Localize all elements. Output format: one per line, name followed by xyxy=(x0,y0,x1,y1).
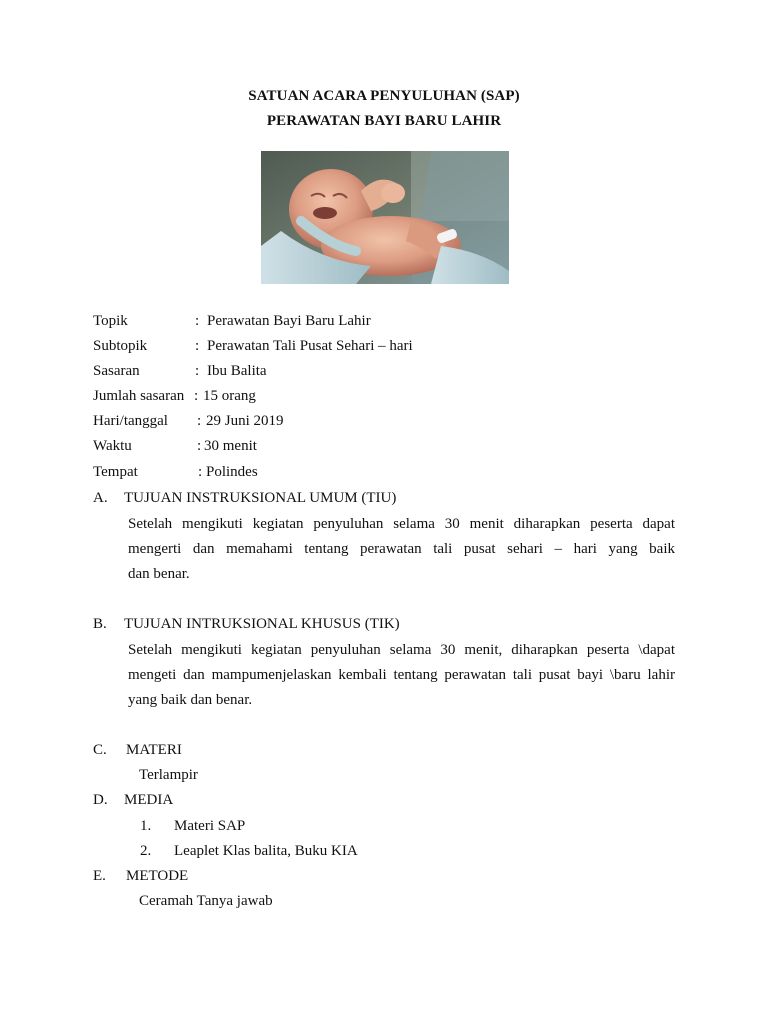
section-marker: B. xyxy=(93,616,107,632)
section-heading: MATERI xyxy=(126,742,182,758)
info-value: 30 menit xyxy=(204,438,257,454)
info-label: Jumlah sasaran xyxy=(93,388,185,404)
paragraph-line: yang baik dan benar. xyxy=(128,692,253,708)
section-heading: MEDIA xyxy=(124,792,174,808)
info-label: Tempat xyxy=(93,464,138,480)
info-separator: : xyxy=(195,313,200,329)
document-title: SATUAN ACARA PENYULUHAN (SAP) xyxy=(248,88,520,104)
paragraph-line: Setelah mengikuti kegiatan penyuluhan selama 30 menit, diharapkan peserta \dapat xyxy=(128,642,675,658)
section-heading: TUJUAN INTRUKSIONAL KHUSUS (TIK) xyxy=(124,616,400,632)
list-text: Materi SAP xyxy=(174,818,246,834)
document-subtitle: PERAWATAN BAYI BARU LAHIR xyxy=(266,113,502,129)
info-separator: : xyxy=(194,388,199,404)
paragraph-line: mengeti dan mampumenjelaskan kembali tentang perawatan tali pusat bayi \baru lahir xyxy=(128,667,675,683)
section-heading: TUJUAN INSTRUKSIONAL UMUM (TIU) xyxy=(124,490,397,506)
info-value: Perawatan Tali Pusat Sehari – hari xyxy=(207,338,413,354)
section-marker: A. xyxy=(93,490,108,506)
newborn-baby-photo xyxy=(261,151,509,284)
info-separator: : xyxy=(195,338,200,354)
section-body: Terlampir xyxy=(139,767,198,783)
info-value: Perawatan Bayi Baru Lahir xyxy=(207,313,371,329)
info-value: 15 orang xyxy=(203,388,256,404)
section-marker: E. xyxy=(93,868,106,884)
section-marker: D. xyxy=(93,792,108,808)
section-marker: C. xyxy=(93,742,107,758)
info-separator: : xyxy=(197,438,202,454)
info-separator: : xyxy=(198,464,203,480)
info-separator: : xyxy=(195,363,200,379)
info-label: Sasaran xyxy=(93,363,140,379)
info-label: Hari/tanggal xyxy=(93,413,168,429)
info-value: 29 Juni 2019 xyxy=(206,413,284,429)
info-label: Subtopik xyxy=(93,338,148,354)
list-number: 2. xyxy=(140,843,152,859)
list-number: 1. xyxy=(140,818,152,834)
info-label: Waktu xyxy=(93,438,132,454)
section-heading: METODE xyxy=(126,868,189,884)
info-separator: : xyxy=(197,413,202,429)
info-value: Ibu Balita xyxy=(207,363,267,379)
paragraph-line: dan benar. xyxy=(128,566,190,582)
paragraph-line: Setelah mengikuti kegiatan penyuluhan selama 30 menit diharapkan peserta dapat xyxy=(128,516,675,532)
info-label: Topik xyxy=(93,313,128,329)
paragraph-line: mengerti dan memahami tentang perawatan tali pusat sehari – hari yang baik xyxy=(128,541,675,557)
list-text: Leaplet Klas balita, Buku KIA xyxy=(174,843,358,859)
info-value: Polindes xyxy=(206,464,258,480)
section-body: Ceramah Tanya jawab xyxy=(139,893,273,909)
